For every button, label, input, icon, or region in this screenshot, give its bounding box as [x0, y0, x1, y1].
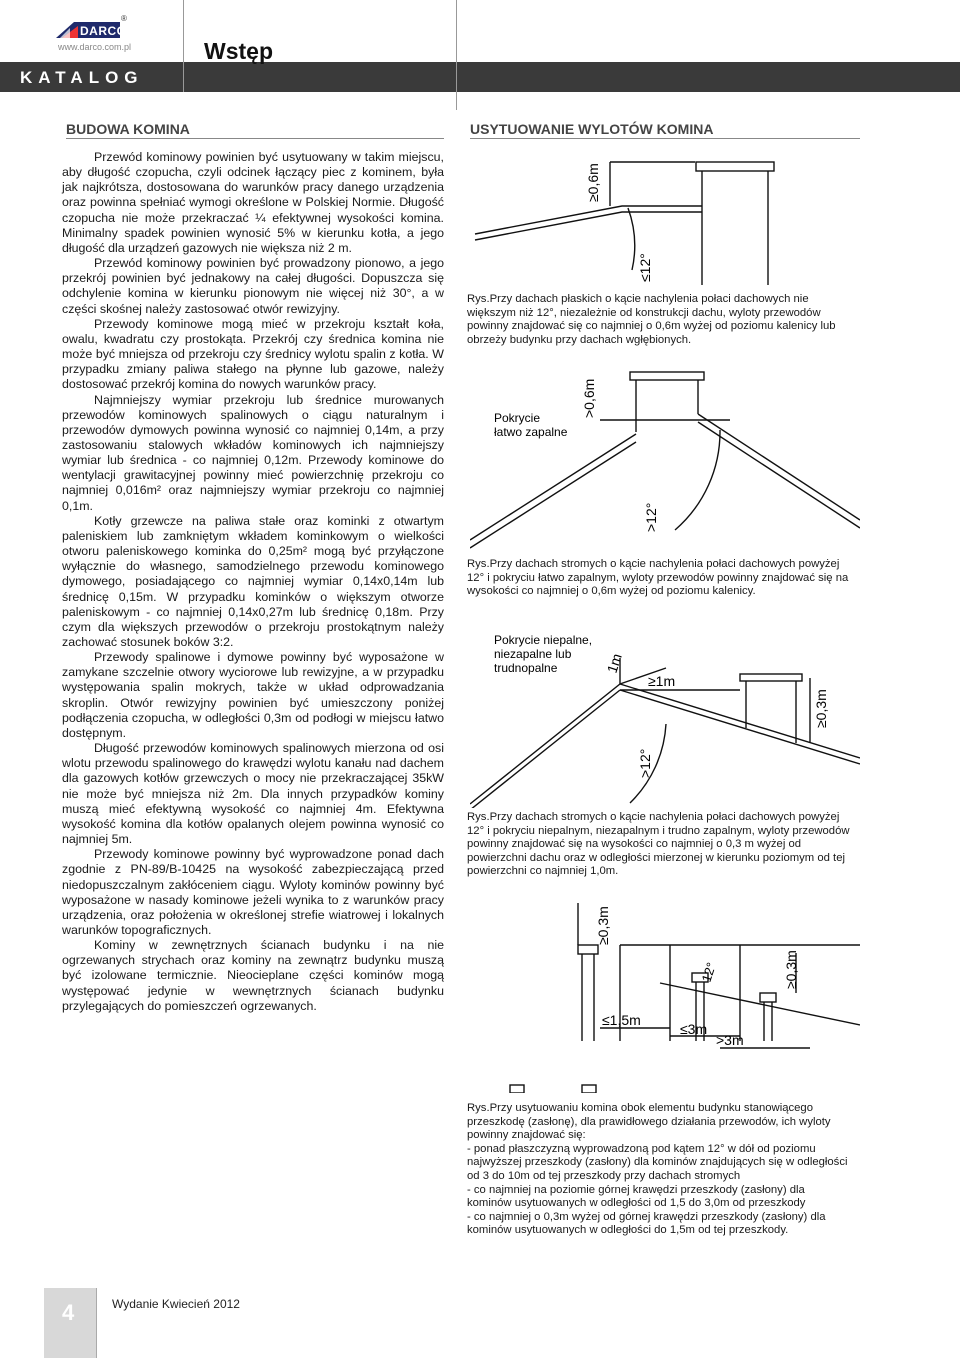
- page-title: Wstęp: [204, 38, 273, 64]
- height-label: ≥0,3m: [595, 906, 611, 945]
- katalog-label: KATALOG: [20, 68, 144, 87]
- paragraph: Przewody spalinowe i dymowe powinny być wyposażone w zamykane szczelnie otwory wyciorowe lub rewizyjne, a w przypadku występowania spalin mokrych, także w układ odprowadzania skroplin. Otwór rewizyjny powinien być umieszczony poniżej podłączenia czopucha, w odległości 0,3m od podłogi w miejscu łatwo dostępnym.: [62, 650, 444, 740]
- figure-obstacle: [470, 893, 860, 1093]
- height-label: ≥0,3m: [783, 950, 799, 989]
- chimney-cap: [696, 162, 774, 171]
- logo-registered: ®: [121, 14, 127, 23]
- paragraph: Przewody kominowe powinny być wyprowadzone ponad dach zgodnie z PN-89/B-10425 na wysokość zabezpieczającą przed niedopuszczalnym zakłóceniem ciągu. Wyloty kominów powinny być wyposażone w nasady kominowe jeżeli wynika to z warunków pracy urządzenia, oraz położenia w określonej strefie wiatrowej i lokalnych warunków topograficznych.: [62, 847, 444, 937]
- paragraph: Przewód kominowy powinien być usytuowany w takim miejscu, aby długość czopucha, czyli odcinek łączący piec z kominem, była jak najkrótsza, dostosowana do warunków pracy danego urządzenia oraz powinna spełniać wymogi określone w Polskiej Normie. Długość czopucha nie może przekraczać ¼ efektywnej wysokości komina. Minimalny spadek powinien wynosić 5% w kierunku kotła, a jego długość dla urządzeń gazowych nie większa niż 2 m.: [62, 150, 444, 255]
- paragraph: Długość przewodów kominowych spalinowych mierzona od osi wlotu przewodu spalinowego do krawędzi wylotu kanału nad dachem dla gazowych kotłów grzewczych o mocy nie przekraczającej 35kW nie może być mniejsza niż 2m. Dla innych przypadków kominy muszą mieć efektywną wysokość co najmniej 4m. Efektywna wysokość komina dla kotłów opalanych olejem powinna wynosić co najmniej 5m.: [62, 741, 444, 847]
- roof-label: trudnopalne: [494, 661, 558, 675]
- chimney-cap: [740, 674, 802, 681]
- caption-line: Rys.Przy usytuowaniu komina obok elementu budynku stanowiącego przeszkodę (zasłonę), dla prawidłowego działania przewodów, ich wyloty powinny znajdować się:: [467, 1102, 831, 1142]
- angle-label: >12°: [637, 748, 653, 778]
- height-label: >0,6m: [581, 378, 597, 418]
- figure-steep-flammable: [470, 370, 860, 550]
- footer-divider: [96, 1288, 97, 1358]
- height-label: ≥0,3m: [813, 689, 829, 728]
- caption-line: - co najmniej na poziomie górnej krawędzi przeszkody (zasłony) dla kominów usytuowanych w odległości od 1,5 do 3,0m od przeszkody: [467, 1183, 806, 1210]
- angle-label: >12°: [643, 502, 659, 532]
- chimney-cap: [578, 945, 598, 954]
- caption-line: - ponad płaszczyzną wyprowadzoną pod kątem 12° w dół od poziomu najwyższej przeszkody (zasłony) dla kominów znajdujących się w odległości od 3 do 10m od tej przeszkody przy dachach stromych: [467, 1142, 848, 1182]
- right-heading: USYTUOWANIE WYLOTÓW KOMINA: [470, 121, 860, 139]
- paragraph: Przewody kominowe mogą mieć w przekroju kształt koła, owalu, kwadratu czy prostokąta. Przekrój czy średnica komina nie może być mniejsza od przekroju czy średnicy wylotu spalin z kotła. W przypadku zmiany paliwa stałego na płynne lub gazowe, należy dostosować przekrój komina do nowych warunków pracy.: [62, 316, 444, 392]
- left-column-text: [62, 150, 444, 1014]
- logo-brand: DARCO: [80, 24, 127, 38]
- distance-label: ≥1m: [648, 673, 676, 689]
- caption-fig1: Rys.Przy dachach płaskich o kącie nachylenia połaci dachowych nie większym niż 12°, niezależnie od konstrukcji dachu, wyloty przewodów powinny znajdować się co najmniej o 0,6m wyżej od poziomu kalenicy lub obrzeży budynku przy dachach wgłębionych.: [467, 293, 836, 346]
- caption-fig2: Rys.Przy dachach stromych o kącie nachylenia połaci dachowych powyżej 12° i pokryciu łatwo zapalnym, wyloty przewodów powinny znajdować się na wysokości co najmniej o 0,6m wyżej od poziomu kalenicy.: [467, 558, 849, 598]
- distance-label: 1m: [603, 651, 625, 675]
- paragraph: Kotły grzewcze na paliwa stałe oraz kominki z otwartym paleniskiem lub zamkniętym wkładem kominkowym o wielkości otworu paleniskowego kominka do 0,25m² mogą być przyłączone wyłącznie do własnego, samodzielnego przewodu kominowego dymowego, posiadającego co najmniej wymiar 0,14x0,14m lub średnicę 0,15m. W przypadku kominków o większym otworze paleniskowym - co najmniej 0,14x0,27m lub średnicę 0,18m. Przy czym dla większych przewodów o przekroju prostokątnym należy zachować stosunek boków 3:2.: [62, 513, 444, 649]
- distance-label: ≤1,5m: [602, 1012, 641, 1028]
- caption-line: - co najmniej o 0,3m wyżej od górnej krawędzi przeszkody (zasłony) dla kominów usytuowanych w odległości do 1,5m od tej przeszkody.: [467, 1210, 826, 1237]
- column-divider: [456, 0, 457, 110]
- roof-label: niezapalne lub: [494, 647, 572, 661]
- caption-fig4: [467, 1102, 851, 1238]
- paragraph: Przewód kominowy powinien być prowadzony pionowo, a jego przekrój powinien być jednakowy na całej długości. Dopuszcza się odchylenie komina w kierunku pionowym nie więcej niż 30°, a w części skośnej należy zastosować otwór rewizyjny.: [62, 256, 444, 316]
- edition-label: Wydanie Kwiecień 2012: [112, 1297, 240, 1311]
- distance-label: ≤3m: [680, 1021, 708, 1037]
- roof-label: Pokrycie niepalne,: [494, 633, 593, 647]
- left-heading: BUDOWA KOMINA: [66, 121, 444, 139]
- roof-label: Pokrycie: [494, 411, 541, 425]
- page-number: 4: [62, 1300, 75, 1325]
- figure-steep-nonflammable: [470, 628, 860, 808]
- distance-label: >3m: [716, 1032, 744, 1048]
- angle-label: 12°: [698, 960, 719, 984]
- paragraph: Najmniejszy wymiar przekroju lub średnice murowanych przewodów kominowych spalinowych o ciągu naturalnym i przewodów dymowych powinna wynosić co najmniej 0,14m, a przy zastosowaniu stalowych wkładów kominowych ich najmniejszy wymiar lub średnica - co najmniej 0,12m. Przewody kominowe do wentylacji grawitacyjnej powinny mieć powierzchnię przekroju co najmniej 0,016m² oraz najmniejszy wymiar przekroju co najmniej 0,1m.: [62, 392, 444, 513]
- chimney-cap: [630, 372, 704, 380]
- logo-url: www.darco.com.pl: [58, 42, 132, 52]
- angle-label: ≤12°: [637, 253, 653, 282]
- roof-label: łatwo zapalne: [494, 425, 568, 439]
- figure-flat-roof: [470, 150, 860, 290]
- paragraph: Kominy w zewnętrznych ścianach budynku i na nie ogrzewanych strychach oraz kominy na zewnątrz budynku muszą być izolowane termicznie. Nieocieplane części kominów mogą występować jedynie w wewnętrznych ścianach budynku przylegających do pomieszczeń ogrzewanych.: [62, 938, 444, 1013]
- height-label: ≥0,6m: [585, 163, 601, 202]
- header-divider: [183, 0, 184, 92]
- chimney-cap: [760, 993, 776, 1002]
- caption-fig3: Rys.Przy dachach stromych o kącie nachylenia połaci dachowych powyżej 12° i pokryciu niepalnym, niezapalnym i trudno zapalnym, wyloty przewodów powinny znajdować się na wysokości co najmniej o 0,3 m wyżej od powierzchni dachu oraz w odległości mierzonej w kierunku poziomym od tej powierzchni co najmniej 1,0m.: [467, 811, 850, 878]
